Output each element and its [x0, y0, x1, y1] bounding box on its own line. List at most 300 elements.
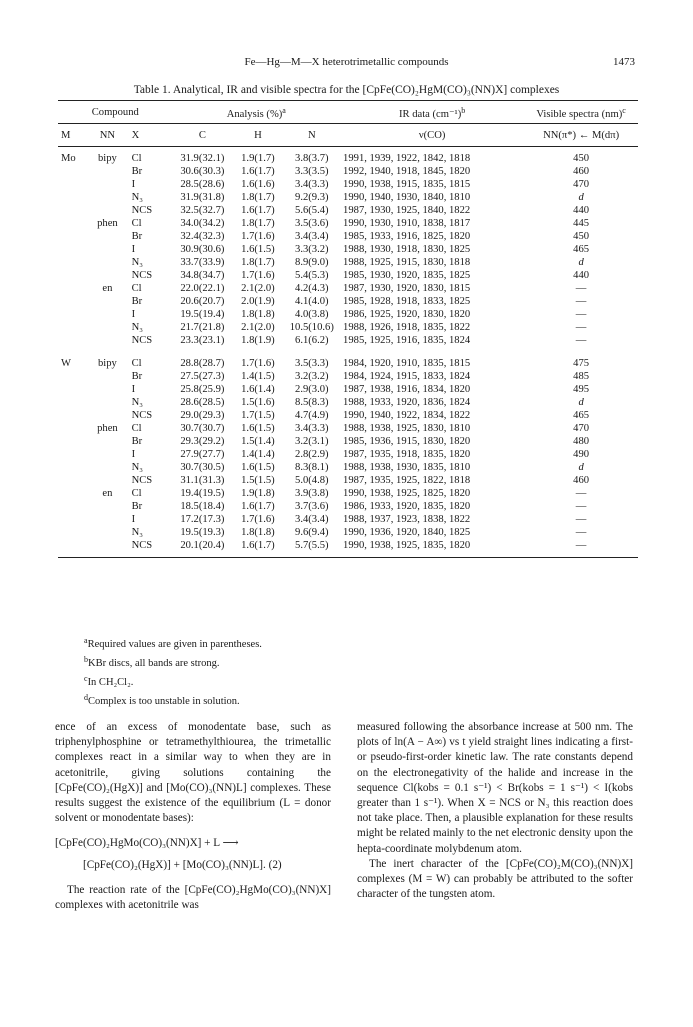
cell-carbon: 32.5(32.7)	[180, 205, 225, 216]
cell-metal	[58, 474, 86, 487]
cell-nitrogen: 4.0(3.8)	[295, 309, 329, 320]
cell-hydrogen: 1.4(1.4)	[241, 449, 275, 460]
cell-hydrogen: 1.6(1.7)	[241, 166, 275, 177]
table-row	[58, 539, 638, 558]
cell-nitrogen: 8.3(8.1)	[295, 462, 329, 473]
cell-hydrogen: 1.8(1.9)	[241, 335, 275, 346]
cell-halide: N₃	[131, 462, 143, 473]
cell-nitrogen: 3.7(3.6)	[295, 501, 329, 512]
table-row	[58, 448, 638, 461]
cell-hydrogen: 1.5(1.4)	[241, 436, 275, 447]
cell-metal	[58, 282, 86, 295]
cell-ir: 1988, 1933, 1920, 1836, 1824	[343, 397, 471, 408]
cell-visible: 450	[573, 153, 590, 164]
page-number: 1473	[613, 56, 635, 68]
cell-halide: Cl	[131, 153, 142, 164]
cell-halide: N₃	[131, 527, 143, 538]
cell-halide: Br	[131, 166, 143, 177]
table-row	[58, 295, 638, 308]
cell-ir: 1990, 1938, 1925, 1835, 1820	[340, 539, 524, 558]
cell-visible: 465	[573, 410, 590, 421]
cell-ligand	[86, 396, 128, 409]
cell-hydrogen: 1.9(1.7)	[241, 153, 275, 164]
table-row	[58, 256, 638, 269]
body-paragraph: measured following the absorbance increase at 500 nm. The plots of ln(A − A∞) vs t yield straight lines indicating a first- or pseudo-first-order kinetic law. The rate constants depend on the electronegativity of the halide and increase in the sequence Cl(kobs = 0.1 s⁻¹) < Br(kobs = 1 s⁻¹) < I(kobs greater than 1 s⁻¹). When X = NCS or N₃ this reaction does not take place. Then, a plausible explanation for these results might be related mainly to the net electronic density upon the hepta-coordinate molybdenum atom.	[357, 721, 633, 855]
col-header-n: N	[284, 124, 341, 147]
cell-metal	[58, 513, 86, 526]
cell-visible: 450	[573, 231, 590, 242]
cell-metal	[58, 178, 86, 191]
cell-ir: 1988, 1938, 1925, 1830, 1810	[343, 423, 471, 434]
cell-hydrogen: 1.8(1.7)	[241, 218, 275, 229]
cell-ir: 1990, 1940, 1930, 1840, 1810	[343, 192, 471, 203]
cell-ir: 1988, 1937, 1923, 1838, 1822	[343, 514, 471, 525]
cell-nitrogen: 3.9(3.8)	[295, 488, 329, 499]
cell-ligand	[86, 474, 128, 487]
cell-nitrogen: 8.5(8.3)	[295, 397, 329, 408]
running-head: Fe—Hg—M—X heterotrimetallic compounds	[244, 56, 449, 68]
cell-hydrogen: 1.6(1.4)	[241, 384, 275, 395]
cell-halide: N₃	[131, 397, 143, 408]
cell-ligand: phen	[97, 218, 118, 229]
cell-metal	[58, 422, 86, 435]
col-header-ir: ν(CO)	[340, 124, 524, 147]
cell-carbon: 25.8(25.9)	[180, 384, 225, 395]
cell-carbon: 23.3(23.1)	[180, 335, 225, 346]
cell-ligand	[86, 230, 128, 243]
cell-ligand	[86, 370, 128, 383]
table-row	[58, 334, 638, 347]
cell-halide: N₃	[131, 257, 143, 268]
cell-metal	[58, 500, 86, 513]
cell-visible: 480	[573, 436, 590, 447]
cell-carbon: 20.6(20.7)	[180, 296, 225, 307]
table-row	[58, 321, 638, 334]
table-caption: Table 1. Analytical, IR and visible spectra for the [CpFe(CO)₂HgM(CO)₃(NN)X] complexes	[133, 84, 560, 96]
cell-carbon: 19.5(19.3)	[180, 527, 225, 538]
cell-ir: 1985, 1925, 1916, 1835, 1824	[343, 335, 471, 346]
cell-hydrogen: 1.8(1.8)	[241, 527, 275, 538]
cell-carbon: 27.9(27.7)	[180, 449, 225, 460]
cell-ligand	[86, 321, 128, 334]
cell-nitrogen: 5.0(4.8)	[295, 475, 329, 486]
cell-hydrogen: 1.5(1.5)	[241, 475, 275, 486]
cell-hydrogen: 1.6(1.5)	[241, 462, 275, 473]
cell-ir: 1990, 1938, 1915, 1835, 1815	[343, 179, 471, 190]
cell-visible: —	[575, 501, 587, 512]
cell-ir: 1987, 1930, 1925, 1840, 1822	[343, 205, 471, 216]
equation-line: [CpFe(CO)₂HgMo(CO)₃(NN)X] + L ⟶	[55, 837, 239, 850]
cell-hydrogen: 1.7(1.5)	[241, 410, 275, 421]
cell-visible: —	[575, 283, 587, 294]
cell-carbon: 32.4(32.3)	[180, 231, 225, 242]
cell-ligand	[86, 513, 128, 526]
cell-ir: 1987, 1935, 1918, 1835, 1820	[343, 449, 471, 460]
cell-metal	[58, 409, 86, 422]
cell-metal	[58, 383, 86, 396]
cell-metal	[58, 191, 86, 204]
cell-ir: 1988, 1925, 1915, 1830, 1818	[343, 257, 471, 268]
cell-halide: N₃	[131, 322, 143, 333]
cell-halide: Cl	[131, 488, 142, 499]
body-column-left	[55, 720, 331, 913]
cell-carbon: 21.7(21.8)	[180, 322, 225, 333]
cell-halide: Cl	[131, 218, 142, 229]
cell-hydrogen: 1.7(1.6)	[241, 358, 275, 369]
cell-metal	[58, 295, 86, 308]
cell-ligand	[86, 500, 128, 513]
cell-metal	[58, 334, 86, 347]
table-row	[58, 308, 638, 321]
cell-ligand	[86, 435, 128, 448]
table-row	[58, 217, 638, 230]
cell-carbon: 33.7(33.9)	[180, 257, 225, 268]
cell-nitrogen: 3.5(3.3)	[295, 358, 329, 369]
cell-metal	[58, 396, 86, 409]
cell-metal	[58, 539, 86, 558]
table-row	[58, 165, 638, 178]
cell-ir: 1984, 1920, 1910, 1835, 1815	[343, 358, 471, 369]
cell-carbon: 30.7(30.7)	[180, 423, 225, 434]
cell-visible: —	[575, 488, 587, 499]
cell-nitrogen: 3.2(3.1)	[295, 436, 329, 447]
cell-visible: d	[578, 462, 584, 473]
cell-halide: I	[131, 514, 136, 525]
cell-carbon: 28.6(28.5)	[180, 397, 225, 408]
cell-halide: Cl	[131, 358, 142, 369]
cell-carbon: 29.3(29.2)	[180, 436, 225, 447]
table-row	[58, 487, 638, 500]
col-header-x: X	[129, 124, 173, 147]
cell-ir: 1990, 1936, 1920, 1840, 1825	[343, 527, 471, 538]
cell-halide: NCS	[131, 335, 153, 346]
cell-halide: I	[131, 309, 136, 320]
cell-ir: 1990, 1938, 1925, 1825, 1820	[343, 488, 471, 499]
cell-ligand	[86, 409, 128, 422]
cell-visible: 470	[573, 179, 590, 190]
cell-hydrogen: 1.7(1.6)	[241, 231, 275, 242]
cell-ir: 1987, 1935, 1925, 1822, 1818	[343, 475, 471, 486]
cell-halide: NCS	[131, 410, 153, 421]
table-body	[58, 147, 638, 558]
cell-ligand	[86, 461, 128, 474]
cell-visible: 465	[573, 244, 590, 255]
cell-ligand	[86, 334, 128, 347]
cell-visible: d	[578, 257, 584, 268]
cell-visible: d	[578, 192, 584, 203]
table-row	[58, 409, 638, 422]
cell-ligand	[86, 191, 128, 204]
cell-hydrogen: 1.9(1.8)	[241, 488, 275, 499]
cell-halide: NCS	[131, 475, 153, 486]
cell-hydrogen: 1.7(1.6)	[241, 514, 275, 525]
cell-ligand	[86, 178, 128, 191]
cell-ligand	[86, 269, 128, 282]
cell-hydrogen: 1.6(1.7)	[241, 501, 275, 512]
cell-ir: 1991, 1939, 1922, 1842, 1818	[343, 153, 471, 164]
cell-ir: 1992, 1940, 1918, 1845, 1820	[343, 166, 471, 177]
cell-visible: 475	[573, 358, 590, 369]
cell-nitrogen: 3.3(3.5)	[295, 166, 329, 177]
cell-carbon: 28.8(28.7)	[180, 358, 225, 369]
cell-halide: N₃	[131, 192, 143, 203]
cell-ir: 1987, 1930, 1920, 1830, 1815	[343, 283, 471, 294]
compound-header: Compound	[58, 101, 173, 124]
footnote: $^c$In CH₂Cl₂.	[84, 674, 134, 688]
cell-ligand	[86, 256, 128, 269]
cell-halide: I	[131, 244, 136, 255]
cell-halide: NCS	[131, 205, 153, 216]
cell-nitrogen: 3.4(3.4)	[295, 231, 329, 242]
cell-nitrogen: 10.5(10.6)	[289, 322, 334, 333]
cell-metal	[58, 165, 86, 178]
cell-nitrogen: 4.7(4.9)	[295, 410, 329, 421]
cell-visible: —	[575, 322, 587, 333]
cell-ligand	[86, 383, 128, 396]
table-row	[58, 474, 638, 487]
cell-nitrogen: 3.3(3.2)	[295, 244, 329, 255]
cell-hydrogen: 1.6(1.5)	[241, 423, 275, 434]
cell-hydrogen: 1.4(1.5)	[241, 371, 275, 382]
ir-header: IR data $(cm^{-1})^b$	[340, 101, 524, 124]
cell-metal	[58, 435, 86, 448]
cell-visible: —	[575, 514, 587, 525]
cell-nitrogen: 5.6(5.4)	[295, 205, 329, 216]
cell-nitrogen: 4.2(4.3)	[295, 283, 329, 294]
cell-ligand: bipy	[97, 358, 117, 369]
col-header-c: C	[173, 124, 233, 147]
cell-visible: 490	[573, 449, 590, 460]
col-header-visible: NN(π*) ← M(dπ)	[524, 124, 638, 147]
cell-nitrogen: 9.6(9.4)	[295, 527, 329, 538]
col-header-h: H	[232, 124, 283, 147]
table-row	[58, 282, 638, 295]
cell-hydrogen: 2.1(2.0)	[241, 283, 275, 294]
cell-halide: Br	[131, 371, 143, 382]
cell-visible: —	[575, 296, 587, 307]
cell-ir: 1984, 1924, 1915, 1833, 1824	[343, 371, 471, 382]
table-row	[58, 204, 638, 217]
cell-metal: W	[61, 358, 71, 369]
footnote: $^a$Required values are given in parentheses.	[84, 636, 262, 650]
cell-halide: Cl	[131, 283, 142, 294]
cell-halide: I	[131, 179, 136, 190]
cell-visible: 445	[573, 218, 590, 229]
cell-nitrogen: 3.8(3.7)	[295, 153, 329, 164]
table-row	[58, 500, 638, 513]
cell-ligand: en	[102, 283, 113, 294]
table-row	[58, 178, 638, 191]
cell-metal	[58, 321, 86, 334]
cell-ir: 1986, 1933, 1920, 1835, 1820	[343, 501, 471, 512]
cell-halide: Br	[131, 296, 143, 307]
cell-halide: I	[131, 384, 136, 395]
cell-halide: NCS	[129, 539, 173, 558]
cell-carbon: 31.1(31.3)	[180, 475, 225, 486]
cell-carbon: 29.0(29.3)	[180, 410, 225, 421]
cell-hydrogen: 2.0(1.9)	[241, 296, 275, 307]
cell-metal	[58, 243, 86, 256]
body-paragraph: ence of an excess of monodentate base, such as triphenylphosphine or tetramethylthiourea, the trimetallic complexes react in a similar way to when they are in acetonitrile, giving solutions containing the [CpFe(CO)₂(HgX)] and [Mo(CO)₃(NN)L] complexes. These results suggest the existence of the equilibrium (L = donor solvent or monodentate bases):	[55, 721, 331, 825]
table-row	[58, 243, 638, 256]
col-header-m: M	[58, 124, 86, 147]
cell-hydrogen: 1.8(1.7)	[241, 192, 275, 203]
cell-halide: Br	[131, 231, 143, 242]
cell-hydrogen: 1.7(1.6)	[241, 270, 275, 281]
cell-ir: 1988, 1926, 1918, 1835, 1822	[343, 322, 471, 333]
cell-carbon: 34.0(34.2)	[180, 218, 225, 229]
table-row	[58, 230, 638, 243]
table-row	[58, 147, 638, 166]
cell-carbon: 19.5(19.4)	[180, 309, 225, 320]
cell-ir: 1990, 1930, 1910, 1838, 1817	[343, 218, 471, 229]
cell-metal	[58, 269, 86, 282]
table-row	[58, 513, 638, 526]
cell-ligand	[86, 448, 128, 461]
cell-ligand	[86, 165, 128, 178]
equation-line: [CpFe(CO)₂(HgX)] + [Mo(CO)₃(NN)L]. (2)	[83, 858, 282, 871]
cell-nitrogen: 4.1(4.0)	[295, 296, 329, 307]
cell-metal	[58, 448, 86, 461]
table-row	[58, 396, 638, 409]
cell-carbon: 28.5(28.6)	[180, 179, 225, 190]
cell-carbon: 30.7(30.5)	[180, 462, 225, 473]
cell-ir: 1985, 1930, 1920, 1835, 1825	[343, 270, 471, 281]
table-row	[58, 526, 638, 539]
cell-metal	[58, 230, 86, 243]
cell-ligand: bipy	[97, 153, 117, 164]
table-row	[58, 422, 638, 435]
cell-metal	[58, 461, 86, 474]
table-row	[58, 383, 638, 396]
cell-visible: —	[524, 539, 638, 558]
cell-ir: 1987, 1938, 1916, 1834, 1820	[343, 384, 471, 395]
cell-visible: d	[578, 397, 584, 408]
cell-visible: 470	[573, 423, 590, 434]
cell-carbon: 30.9(30.6)	[180, 244, 225, 255]
cell-metal	[58, 204, 86, 217]
cell-visible: 460	[573, 166, 590, 177]
cell-ir: 1985, 1936, 1915, 1830, 1820	[343, 436, 471, 447]
cell-nitrogen: 9.2(9.3)	[295, 192, 329, 203]
cell-hydrogen: 1.5(1.6)	[241, 397, 275, 408]
cell-visible: —	[575, 335, 587, 346]
cell-metal	[58, 487, 86, 500]
cell-halide: Br	[131, 501, 143, 512]
cell-carbon: 27.5(27.3)	[180, 371, 225, 382]
page-header	[58, 56, 635, 72]
cell-carbon: 20.1(20.4)	[173, 539, 233, 558]
visible-header: Visible spectra (nm)$^c$	[524, 101, 638, 124]
cell-carbon: 22.0(22.1)	[180, 283, 225, 294]
cell-visible: —	[575, 527, 587, 538]
cell-visible: 440	[573, 270, 590, 281]
cell-ir: 1986, 1925, 1920, 1830, 1820	[343, 309, 471, 320]
cell-halide: Br	[131, 436, 143, 447]
body-column-right	[357, 720, 633, 902]
cell-nitrogen: 3.4(3.3)	[295, 179, 329, 190]
cell-carbon: 31.9(31.8)	[180, 192, 225, 203]
cell-nitrogen: 2.8(2.9)	[295, 449, 329, 460]
table-row	[58, 435, 638, 448]
cell-hydrogen: 1.8(1.8)	[241, 309, 275, 320]
cell-visible: 460	[573, 475, 590, 486]
cell-metal	[58, 217, 86, 230]
cell-halide: I	[131, 449, 136, 460]
cell-ligand	[86, 539, 128, 558]
cell-metal	[58, 526, 86, 539]
footnote: $^d$Complex is too unstable in solution.	[84, 693, 240, 707]
cell-ligand	[86, 295, 128, 308]
cell-halide: Cl	[131, 423, 142, 434]
table-row	[58, 347, 638, 370]
cell-nitrogen: 2.9(3.0)	[295, 384, 329, 395]
table-group-header-row	[58, 101, 638, 124]
cell-carbon: 31.9(32.1)	[180, 153, 225, 164]
footnote: $^b$KBr discs, all bands are strong.	[84, 655, 220, 669]
cell-nitrogen: 5.7(5.5)	[284, 539, 341, 558]
cell-nitrogen: 3.4(3.3)	[295, 423, 329, 434]
cell-ir: 1988, 1938, 1930, 1835, 1810	[343, 462, 471, 473]
col-header-nn: NN	[86, 124, 128, 147]
cell-hydrogen: 1.6(1.7)	[241, 205, 275, 216]
cell-ir: 1988, 1930, 1918, 1830, 1825	[343, 244, 471, 255]
cell-visible: —	[575, 309, 587, 320]
cell-metal: Mo	[61, 153, 76, 164]
body-paragraph: The reaction rate of the [CpFe(CO)₂HgMo(CO)₃(NN)X] complexes with acetonitrile was	[55, 883, 331, 912]
cell-visible: 440	[573, 205, 590, 216]
cell-visible: 495	[573, 384, 590, 395]
cell-ligand: phen	[97, 423, 118, 434]
table-column-header-row	[58, 124, 638, 147]
cell-ligand	[86, 243, 128, 256]
table-row	[58, 461, 638, 474]
cell-halide: NCS	[131, 270, 153, 281]
table-footnotes	[84, 633, 262, 709]
cell-ir: 1985, 1928, 1918, 1833, 1825	[343, 296, 471, 307]
table-row	[58, 269, 638, 282]
cell-nitrogen: 8.9(9.0)	[295, 257, 329, 268]
cell-hydrogen: 1.8(1.7)	[241, 257, 275, 268]
analysis-header: Analysis (%)$^a$	[173, 101, 341, 124]
cell-carbon: 19.4(19.5)	[180, 488, 225, 499]
equation-2	[55, 836, 331, 872]
cell-ir: 1985, 1933, 1916, 1825, 1820	[343, 231, 471, 242]
cell-carbon: 30.6(30.3)	[180, 166, 225, 177]
cell-nitrogen: 3.5(3.6)	[295, 218, 329, 229]
cell-nitrogen: 3.2(3.2)	[295, 371, 329, 382]
cell-carbon: 18.5(18.4)	[180, 501, 225, 512]
cell-nitrogen: 3.4(3.4)	[295, 514, 329, 525]
cell-carbon: 34.8(34.7)	[180, 270, 225, 281]
cell-ligand	[86, 526, 128, 539]
cell-hydrogen: 1.6(1.7)	[232, 539, 283, 558]
cell-carbon: 17.2(17.3)	[180, 514, 225, 525]
table-row	[58, 370, 638, 383]
cell-ligand: en	[102, 488, 113, 499]
cell-metal	[58, 370, 86, 383]
cell-hydrogen: 2.1(2.0)	[241, 322, 275, 333]
cell-hydrogen: 1.6(1.6)	[241, 179, 275, 190]
cell-ir: 1990, 1940, 1922, 1834, 1822	[343, 410, 471, 421]
data-table	[58, 100, 638, 558]
cell-nitrogen: 6.1(6.2)	[295, 335, 329, 346]
cell-metal	[58, 256, 86, 269]
cell-ligand	[86, 204, 128, 217]
cell-nitrogen: 5.4(5.3)	[295, 270, 329, 281]
cell-visible: 485	[573, 371, 590, 382]
cell-ligand	[86, 308, 128, 321]
